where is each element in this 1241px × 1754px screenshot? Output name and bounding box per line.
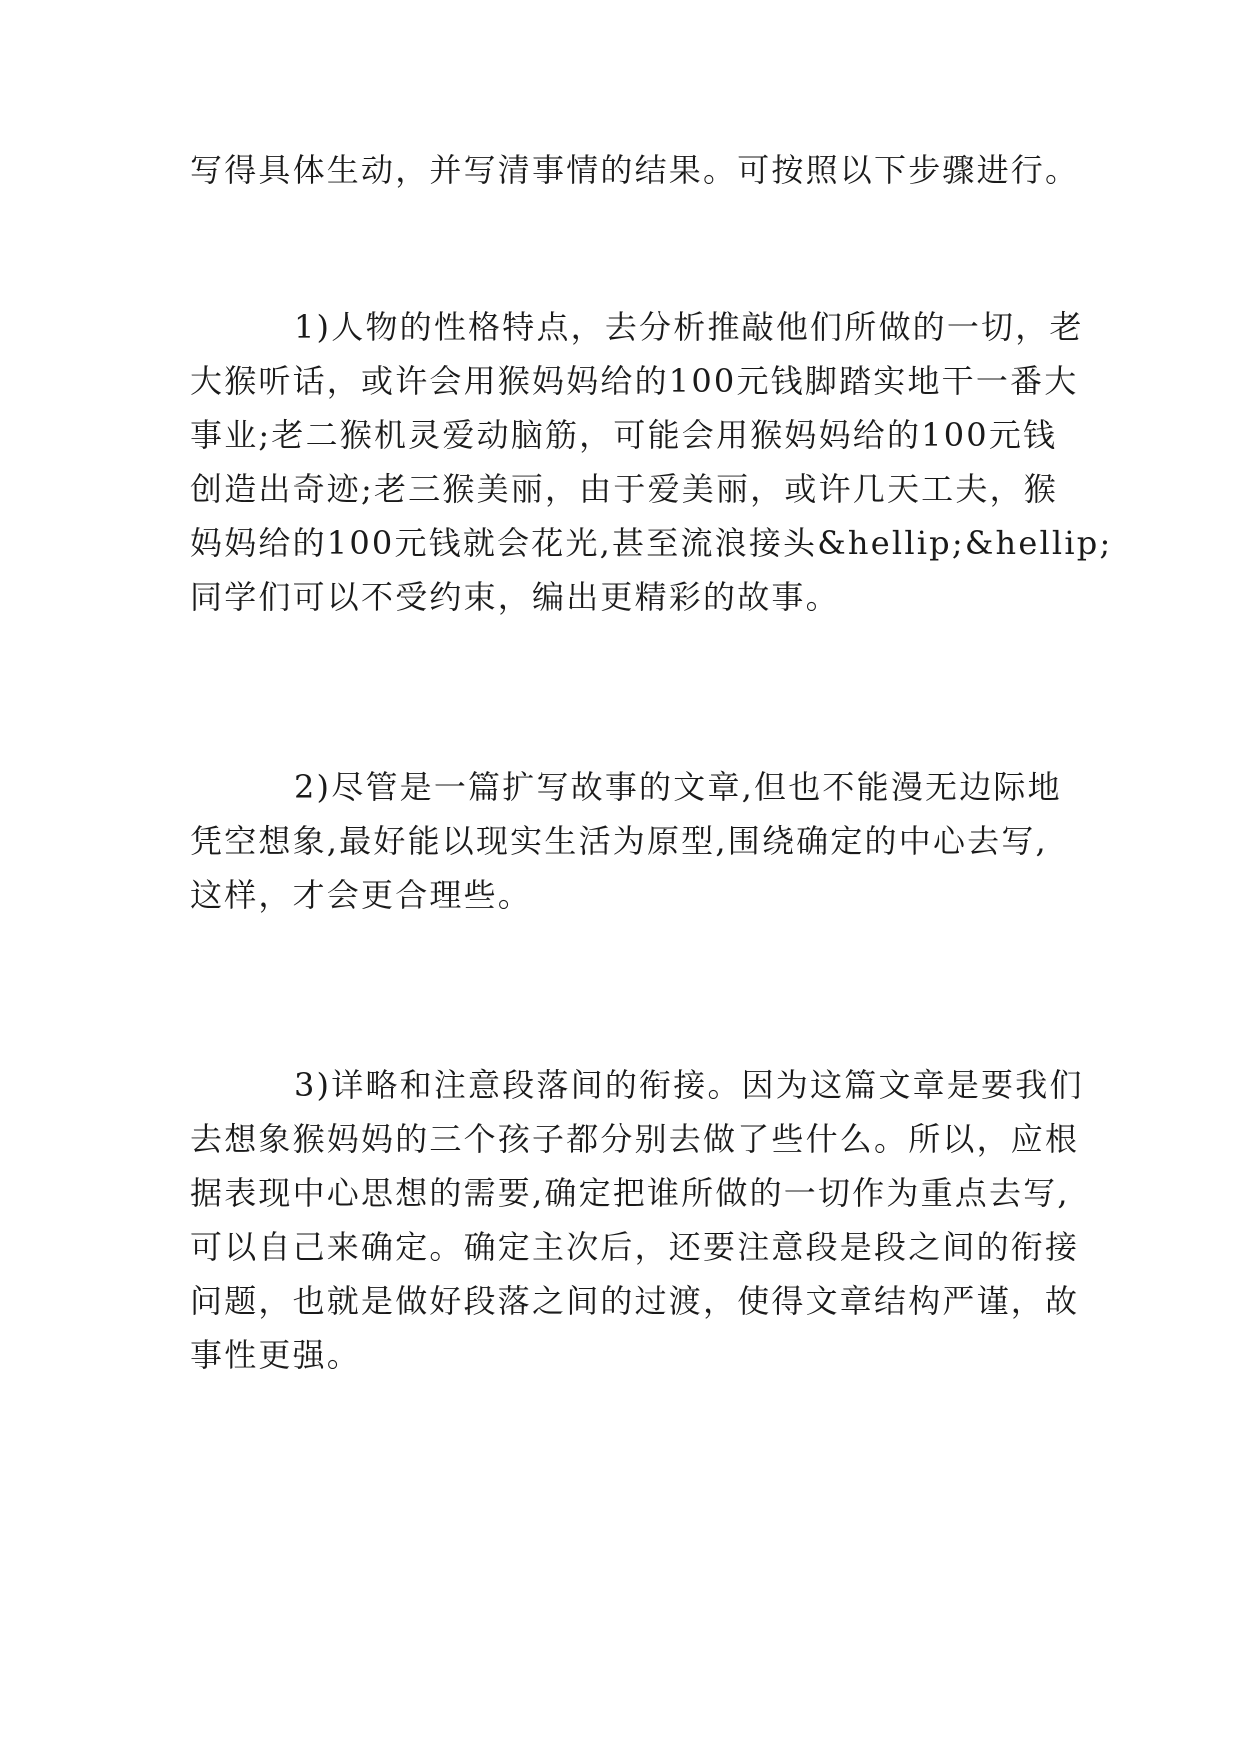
paragraph-3-line-5: 问题，也就是做好段落之间的过渡，使得文章结构严谨，故 — [190, 1282, 1080, 1320]
paragraph-2-line-3: 这样，才会更合理些。 — [190, 876, 533, 914]
paragraph-3-line-1: 3)详略和注意段落间的衔接。因为这篇文章是要我们 — [294, 1066, 1084, 1104]
paragraph-1-line-1: 1)人物的性格特点，去分析推敲他们所做的一切，老 — [294, 308, 1084, 346]
paragraph-3-line-4: 可以自己来确定。确定主次后，还要注意段是段之间的衔接 — [190, 1228, 1080, 1266]
paragraph-1-line-6: 同学们可以不受约束，编出更精彩的故事。 — [190, 578, 840, 616]
paragraph-3-line-2: 去想象猴妈妈的三个孩子都分别去做了些什么。所以，应根 — [190, 1120, 1080, 1158]
paragraph-3-line-6: 事性更强。 — [190, 1336, 362, 1374]
paragraph-1-line-3: 事业;老二猴机灵爱动脑筋，可能会用猴妈妈给的100元钱 — [190, 416, 1058, 454]
paragraph-2-line-2: 凭空想象,最好能以现实生活为原型,围绕确定的中心去写, — [190, 822, 1048, 860]
paragraph-3-line-3: 据表现中心思想的需要,确定把谁所做的一切作为重点去写, — [190, 1174, 1070, 1212]
paragraph-1-line-5: 妈妈给的100元钱就会花光,甚至流浪接头&hellip;&hellip; — [190, 524, 1113, 562]
paragraph-2-line-1: 2)尽管是一篇扩写故事的文章,但也不能漫无边际地 — [294, 768, 1062, 806]
intro-line: 写得具体生动，并写清事情的结果。可按照以下步骤进行。 — [190, 151, 1080, 189]
paragraph-1-line-2: 大猴听话，或许会用猴妈妈给的100元钱脚踏实地干一番大 — [190, 362, 1079, 400]
paragraph-1-line-4: 创造出奇迹;老三猴美丽，由于爱美丽，或许几天工夫，猴 — [190, 470, 1058, 508]
